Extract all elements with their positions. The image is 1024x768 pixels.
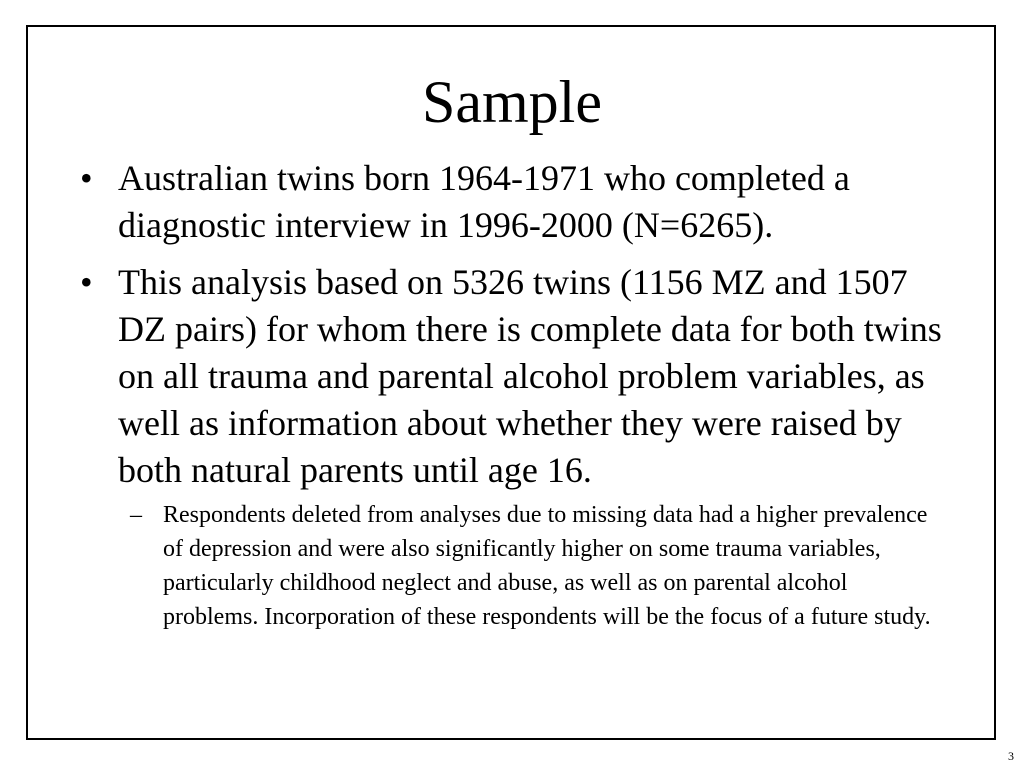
- slide-title: Sample: [422, 69, 602, 135]
- dash-icon: –: [130, 502, 142, 528]
- bullet-text: This analysis based on 5326 twins (1156 MZ and 1507 DZ pairs) for whom there is complete data for both twins on all trauma and parental alcohol problem variables, as well as information about whether they were raised by both natural parents until age 16.: [118, 262, 942, 490]
- page-number: 3: [1008, 749, 1014, 763]
- bullet-item: [80, 259, 960, 634]
- sub-bullet-list: [118, 498, 960, 634]
- bullet-icon: •: [80, 158, 93, 198]
- bullet-icon: •: [80, 262, 93, 302]
- sub-bullet-text: Respondents deleted from analyses due to missing data had a higher prevalence of depression and were also significantly higher on some trauma variables, particularly childhood neglect and abuse, as well as on parental alcohol problems. Incorporation of these respondents will be the focus of a future study.: [163, 502, 931, 630]
- bullet-text: Australian twins born 1964-1971 who completed a diagnostic interview in 1996-2000 (N=6265).: [118, 158, 850, 245]
- bullet-item: [80, 155, 960, 249]
- sub-bullet-item: [118, 498, 933, 634]
- bullet-list: [80, 155, 960, 644]
